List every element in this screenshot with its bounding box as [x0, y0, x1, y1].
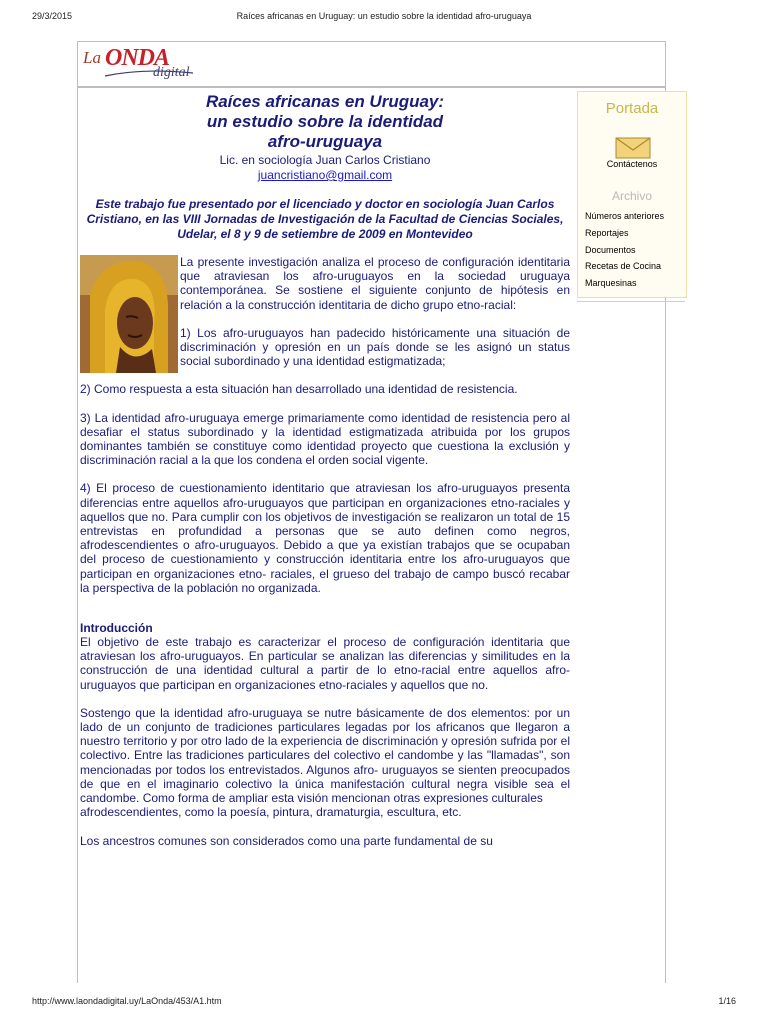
print-footer: [32, 996, 736, 1010]
envelope-icon[interactable]: [615, 137, 651, 159]
portada-link[interactable]: Portada: [605, 100, 659, 117]
archive-link-marquesinas[interactable]: Marquesinas: [585, 278, 637, 289]
site-logo[interactable]: [83, 46, 203, 84]
author-email-link[interactable]: juancristiano@gmail.com: [257, 168, 393, 182]
body-paragraph: El objetivo de este trabajo es caracterizar el proceso de configuración identitaria que atraviesan los afro-uruguayos. En particular se analizan las diferencias y similitudes en la construcción de una identidad cultural a partir de lo etno-racial entre aquellos afro- uruguayos que participan en organizaciones etno-raciales y aquellos que no.: [80, 635, 570, 692]
section-heading-introduccion: Introducción: [80, 621, 153, 636]
logo-digital: digital: [153, 65, 190, 80]
contact-link[interactable]: Contáctenos: [606, 159, 658, 169]
woman-portrait-photo: [80, 255, 178, 373]
body-paragraph: Los ancestros comunes son considerados como una parte fundamental de su: [80, 833, 493, 848]
article-author: Lic. en sociología Juan Carlos Cristiano: [219, 153, 431, 167]
print-url: http://www.laondadigital.uy/LaOnda/453/A1.htm: [32, 996, 222, 1006]
sidebar: [577, 91, 687, 298]
body-paragraph: Sostengo que la identidad afro-uruguaya se nutre básicamente de dos elementos: por un lado de un conjunto de tradiciones particulares legadas por los africanos que llegaron a nuestro territorio y por otro lado de la experiencia de discriminación y opresión sufrida por el colectivo. Entre las tradiciones particulares del colectivo el candombe y las "llamadas", son mencionadas por todos los entrevistados. Algunos afro- uruguayos se sienten preocupados de que en el imaginario colectivo la única manifestación cultural negra visible sea el candombe. Como forma de ampliar esta visión mencionan otras expresiones culturales: [80, 705, 570, 806]
title-line: afro-uruguaya: [267, 132, 383, 151]
article: [80, 92, 570, 862]
article-title: [80, 92, 570, 152]
print-header: [32, 11, 736, 25]
body-paragraph: 4) El proceso de cuestionamiento identitario que atraviesan los afro-uruguayos presenta diferencias entre aquellos afro-uruguayos que participan en organizaciones etno-raciales y aquellos que no. Para cumplir con los objetivos de investigación se realizaron un total de 15 entrevistas en profundidad a personas que se auto definen como negros, afrodescendientes o afro-uruguayos. Debido a que ya existían trabajos que se ocupaban del proceso de cuestionamiento y construcción identitaria entre los afro-uruguayos que participan en organizaciones etno- raciales, el grueso del trabajo de campo buscó recabar la perspectiva de la población no organizada.: [80, 481, 570, 595]
archive-link-numeros-anteriores[interactable]: Números anteriores: [585, 211, 665, 221]
site-header: [77, 41, 666, 87]
body-paragraph: 3) La identidad afro-uruguaya emerge primariamente como identidad de resistencia pero al desafiar el status subordinado y la identidad estigmatizada atribuida por los grupos dominantes también se constituye como identidad proyecto que cuestiona la exclusión y discriminación racial a la que los condena el orden social vigente.: [80, 410, 570, 468]
body-paragraph: afrodescendientes, como la poesía, pintura, dramaturgia, escultura, etc.: [80, 805, 462, 820]
archive-links: [585, 208, 664, 292]
archive-link-recetas-de-cocina[interactable]: Recetas de Cocina: [585, 261, 662, 272]
archive-link-reportajes[interactable]: Reportajes: [585, 227, 629, 238]
title-line: Raíces africanas en Uruguay:: [205, 92, 445, 111]
sidebar-box: [577, 91, 687, 298]
article-body: [80, 255, 570, 848]
logo-la: La: [83, 48, 101, 67]
body-paragraph: 2) Como respuesta a esta situación han desarrollado una identidad de resistencia.: [80, 382, 518, 397]
body-paragraph: La presente investigación analiza el proceso de configuración identitaria que atraviesan los afro-uruguayos en la sociedad uruguaya contemporánea. Se sostiene el siguiente conjunto de hipótesis en relación a la construcción identitaria de dicho grupo etno-racial:: [180, 255, 570, 312]
archivo-heading: Archivo: [611, 189, 652, 203]
title-line: un estudio sobre la identidad: [206, 112, 444, 131]
sidebar-divider: [577, 301, 685, 302]
body-paragraph: 1) Los afro-uruguayos han padecido históricamente una situación de discriminación y opresión en un país donde se les asignó un status social subordinado y una identidad estigmatizada;: [180, 325, 570, 369]
logo-onda: ONDA: [105, 45, 170, 71]
presentation-note: Este trabajo fue presentado por el licenciado y doctor en sociología Juan Carlos Cristiano, en las VIII Jornadas de Investigación de la Facultad de Ciencias Sociales, Udelar, el 8 y 9 de setiembre de 2009 en Montevideo: [86, 197, 564, 241]
print-page-number: 1/16: [718, 996, 736, 1006]
archive-link-documentos[interactable]: Documentos: [585, 244, 636, 255]
print-doc-title: Raíces africanas en Uruguay: un estudio sobre la identidad afro-uruguaya: [236, 11, 532, 21]
print-date: 29/3/2015: [32, 11, 73, 21]
